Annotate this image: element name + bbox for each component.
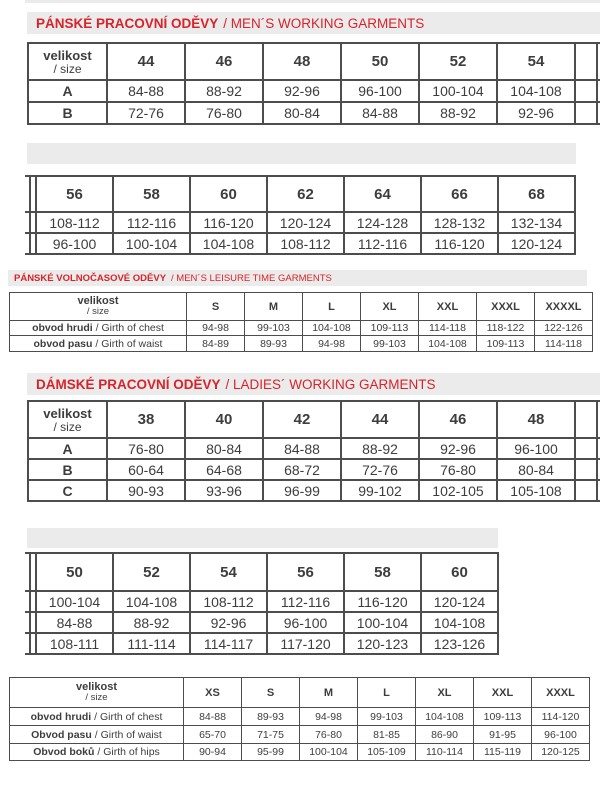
value-cell: 96-100	[532, 726, 590, 744]
value-cell: 120-124	[498, 233, 575, 254]
size-header-cs: velikost	[43, 405, 92, 421]
value-cell: 100-104	[36, 591, 113, 612]
size-column-header: 58	[113, 176, 190, 212]
row-label-cell: B	[28, 102, 107, 124]
size-column-header: XXXXL	[535, 293, 593, 321]
row-label-en: / Girth of chest	[95, 322, 164, 334]
table-row	[10, 726, 590, 744]
value-cell: 108-112	[267, 233, 344, 254]
value-cell: 96-99	[263, 480, 341, 501]
value-cell: 120-125	[532, 744, 590, 761]
value-cell: 132-134	[498, 212, 575, 233]
clipped-column-stub	[575, 438, 597, 459]
row-label-en: / Girth of waist	[95, 337, 163, 350]
value-cell: 76-80	[419, 459, 497, 480]
value-cell: 76-80	[300, 726, 358, 744]
size-column-header: 40	[185, 401, 263, 438]
size-header-en: / size	[53, 61, 82, 76]
size-column-header: XL	[361, 293, 419, 321]
size-column-header: 52	[113, 553, 190, 591]
size-column-header: 54	[497, 43, 575, 80]
value-cell: 93-96	[185, 480, 263, 501]
size-column-header: M	[300, 678, 358, 708]
ladies-working-title-bar	[27, 373, 600, 395]
value-cell: 91-95	[474, 726, 532, 744]
value-cell: 84-88	[107, 80, 185, 102]
value-cell: 104-108	[421, 612, 498, 633]
mens-working-divider-bar	[27, 143, 576, 164]
row-label-cs: obvod hrudi	[30, 710, 95, 723]
value-cell: 100-104	[113, 233, 190, 254]
value-cell: 120-123	[344, 633, 421, 654]
size-column-header: 50	[341, 43, 419, 80]
size-column-header: S	[242, 678, 300, 708]
value-cell: 89-93	[245, 336, 303, 352]
value-cell: 123-126	[421, 633, 498, 654]
value-cell: 84-88	[341, 102, 419, 124]
size-column-header: XXL	[474, 678, 532, 708]
value-cell: 76-80	[185, 102, 263, 124]
table-row	[28, 480, 600, 501]
row-label-en: / Girth of chest	[94, 710, 163, 723]
ladies-working-divider-bar	[27, 528, 498, 548]
table-row	[10, 708, 590, 726]
size-column-header: 42	[263, 401, 341, 438]
value-cell: 92-96	[190, 612, 267, 633]
value-cell: 114-118	[535, 336, 593, 352]
row-label-cs: obvod hrudi	[32, 322, 96, 334]
mens-working-title-cs: PÁNSKÉ PRACOVNÍ ODĚVY	[36, 15, 219, 31]
value-cell: 112-116	[267, 591, 344, 612]
size-header-cell	[10, 293, 187, 321]
mens-leisure-title-en: / MEN´S LEISURE TIME GARMENTS	[171, 272, 332, 284]
value-cell: 68-72	[263, 459, 341, 480]
ladies-working-title-en: / LADIES´ WORKING GARMENTS	[225, 376, 436, 392]
size-column-header: 48	[497, 401, 575, 438]
value-cell: 88-92	[341, 438, 419, 459]
size-column-header: 62	[267, 176, 344, 212]
value-cell: 104-108	[419, 336, 477, 352]
size-header-cell	[10, 678, 184, 708]
clipped-column-stub	[575, 80, 597, 102]
value-cell: 100-104	[344, 612, 421, 633]
value-cell: 104-108	[190, 233, 267, 254]
value-cell: 81-85	[358, 726, 416, 744]
size-column-header: L	[303, 293, 361, 321]
ladies-working-title-cs: DÁMSKÉ PRACOVNÍ ODĚVY	[36, 376, 221, 392]
size-column-header: 38	[107, 401, 185, 438]
value-cell: 118-122	[477, 321, 535, 336]
value-cell: 105-109	[358, 744, 416, 761]
value-cell: 115-119	[474, 744, 532, 761]
clipped-column-stub	[575, 480, 597, 501]
size-column-header: 50	[36, 553, 113, 591]
table-row	[25, 633, 498, 654]
value-cell: 65-70	[184, 726, 242, 744]
value-cell: 116-120	[344, 591, 421, 612]
value-cell: 86-90	[416, 726, 474, 744]
clipped-column-stub	[575, 459, 597, 480]
mens-working-table-2	[25, 175, 576, 255]
ladies-working-table-1	[27, 400, 600, 502]
value-cell: 120-124	[267, 212, 344, 233]
size-column-header: M	[245, 293, 303, 321]
size-column-header: 68	[498, 176, 575, 212]
table-row	[28, 102, 600, 124]
size-column-header: 58	[344, 553, 421, 591]
mens-working-title-en: / MEN´S WORKING GARMENTS	[223, 15, 425, 31]
size-column-header: 66	[421, 176, 498, 212]
value-cell: 104-108	[113, 591, 190, 612]
row-label-cell	[10, 744, 184, 761]
value-cell: 88-92	[419, 102, 497, 124]
size-header-en: / size	[86, 306, 110, 318]
mens-working-table-1	[27, 42, 600, 125]
clipped-column-stub	[575, 43, 597, 80]
clipped-column-stub	[575, 102, 597, 124]
value-cell: 114-120	[532, 708, 590, 726]
value-cell: 94-98	[300, 708, 358, 726]
size-column-header: 64	[344, 176, 421, 212]
value-cell: 108-111	[36, 633, 113, 654]
value-cell: 109-113	[361, 321, 419, 336]
value-cell: 99-103	[245, 321, 303, 336]
table-row	[25, 591, 498, 612]
row-label-cell: A	[28, 80, 107, 102]
row-label-en: / Girth of hips	[97, 746, 160, 758]
size-column-header: XXXL	[532, 678, 590, 708]
table-row	[10, 336, 593, 352]
value-cell: 100-104	[300, 744, 358, 761]
size-column-header: 46	[419, 401, 497, 438]
row-label-cs: obvod pasu	[33, 337, 96, 350]
table-row	[25, 612, 498, 633]
size-header-cs: velikost	[76, 681, 117, 694]
value-cell: 99-103	[361, 336, 419, 352]
value-cell: 84-89	[187, 336, 245, 352]
value-cell: 92-96	[419, 438, 497, 459]
value-cell: 80-84	[263, 102, 341, 124]
size-header-cell	[28, 401, 107, 438]
value-cell: 99-102	[341, 480, 419, 501]
size-header-cs: velikost	[43, 47, 92, 63]
table-row	[25, 212, 575, 233]
size-column-header: 52	[419, 43, 497, 80]
value-cell: 110-114	[416, 744, 474, 761]
table-row	[28, 438, 600, 459]
value-cell: 72-76	[107, 102, 185, 124]
size-column-header: 44	[341, 401, 419, 438]
size-column-header: 54	[190, 553, 267, 591]
value-cell: 96-100	[341, 80, 419, 102]
value-cell: 80-84	[497, 459, 575, 480]
value-cell: 71-75	[242, 726, 300, 744]
ladies-working-table-2	[25, 552, 499, 655]
table-row	[25, 233, 575, 254]
table-row	[28, 459, 600, 480]
value-cell: 109-113	[474, 708, 532, 726]
value-cell: 89-93	[242, 708, 300, 726]
value-cell: 72-76	[341, 459, 419, 480]
value-cell: 88-92	[113, 612, 190, 633]
value-cell: 111-114	[113, 633, 190, 654]
size-column-header: XS	[184, 678, 242, 708]
value-cell: 109-113	[477, 336, 535, 352]
size-header-cell	[28, 43, 107, 80]
size-header-en: / size	[85, 692, 108, 704]
value-cell: 99-103	[358, 708, 416, 726]
row-label-cs: Obvod pasu	[31, 728, 95, 741]
ladies-leisure-table	[9, 677, 590, 761]
row-label-cell	[10, 726, 184, 744]
value-cell: 84-88	[263, 438, 341, 459]
value-cell: 112-116	[113, 212, 190, 233]
value-cell: 94-98	[303, 336, 361, 352]
value-cell: 104-108	[303, 321, 361, 336]
value-cell: 108-112	[190, 591, 267, 612]
mens-leisure-title-cs: PÁNSKÉ VOLNOČASOVÉ ODĚVY	[14, 272, 167, 284]
value-cell: 92-96	[263, 80, 341, 102]
value-cell: 124-128	[344, 212, 421, 233]
value-cell: 92-96	[497, 102, 575, 124]
size-column-header: 56	[36, 176, 113, 212]
value-cell: 102-105	[419, 480, 497, 501]
size-header-en: / size	[53, 419, 82, 434]
value-cell: 60-64	[107, 459, 185, 480]
size-column-header: 48	[263, 43, 341, 80]
value-cell: 104-108	[416, 708, 474, 726]
size-column-header: XXL	[419, 293, 477, 321]
size-column-header: 60	[421, 553, 498, 591]
row-label-cell: C	[28, 480, 107, 501]
value-cell: 90-93	[107, 480, 185, 501]
row-label-cell	[10, 336, 187, 352]
value-cell: 64-68	[185, 459, 263, 480]
row-label-en: / Girth of waist	[94, 728, 162, 741]
size-column-header: 46	[185, 43, 263, 80]
size-column-header: 60	[190, 176, 267, 212]
value-cell: 80-84	[185, 438, 263, 459]
value-cell: 114-118	[419, 321, 477, 336]
value-cell: 84-88	[36, 612, 113, 633]
value-cell: 105-108	[497, 480, 575, 501]
row-label-cell: B	[28, 459, 107, 480]
mens-working-title-bar	[27, 12, 600, 34]
value-cell: 117-120	[267, 633, 344, 654]
top-edge-strip	[25, 0, 600, 3]
value-cell: 100-104	[419, 80, 497, 102]
value-cell: 116-120	[190, 212, 267, 233]
value-cell: 94-98	[187, 321, 245, 336]
mens-leisure-table	[9, 292, 593, 352]
value-cell: 88-92	[185, 80, 263, 102]
table-row	[10, 321, 593, 336]
value-cell: 96-100	[267, 612, 344, 633]
size-column-header: 56	[267, 553, 344, 591]
size-header-cs: velikost	[77, 295, 119, 308]
table-row	[28, 80, 600, 102]
row-label-cell	[10, 708, 184, 726]
value-cell: 95-99	[242, 744, 300, 761]
value-cell: 104-108	[497, 80, 575, 102]
size-column-header: XL	[416, 678, 474, 708]
value-cell: 96-100	[497, 438, 575, 459]
value-cell: 76-80	[107, 438, 185, 459]
value-cell: 120-124	[421, 591, 498, 612]
value-cell: 128-132	[421, 212, 498, 233]
clipped-column-stub	[575, 401, 597, 438]
value-cell: 114-117	[190, 633, 267, 654]
value-cell: 108-112	[36, 212, 113, 233]
value-cell: 96-100	[36, 233, 113, 254]
size-column-header: L	[358, 678, 416, 708]
value-cell: 116-120	[421, 233, 498, 254]
row-label-cell: A	[28, 438, 107, 459]
row-label-cell	[10, 321, 187, 336]
mens-leisure-title-bar	[8, 270, 587, 286]
value-cell: 90-94	[184, 744, 242, 761]
size-column-header: 44	[107, 43, 185, 80]
size-column-header: S	[187, 293, 245, 321]
value-cell: 112-116	[344, 233, 421, 254]
table-row	[10, 744, 590, 761]
value-cell: 122-126	[535, 321, 593, 336]
row-label-cs: Obvod boků	[33, 746, 98, 758]
value-cell: 84-88	[184, 708, 242, 726]
size-column-header: XXXL	[477, 293, 535, 321]
